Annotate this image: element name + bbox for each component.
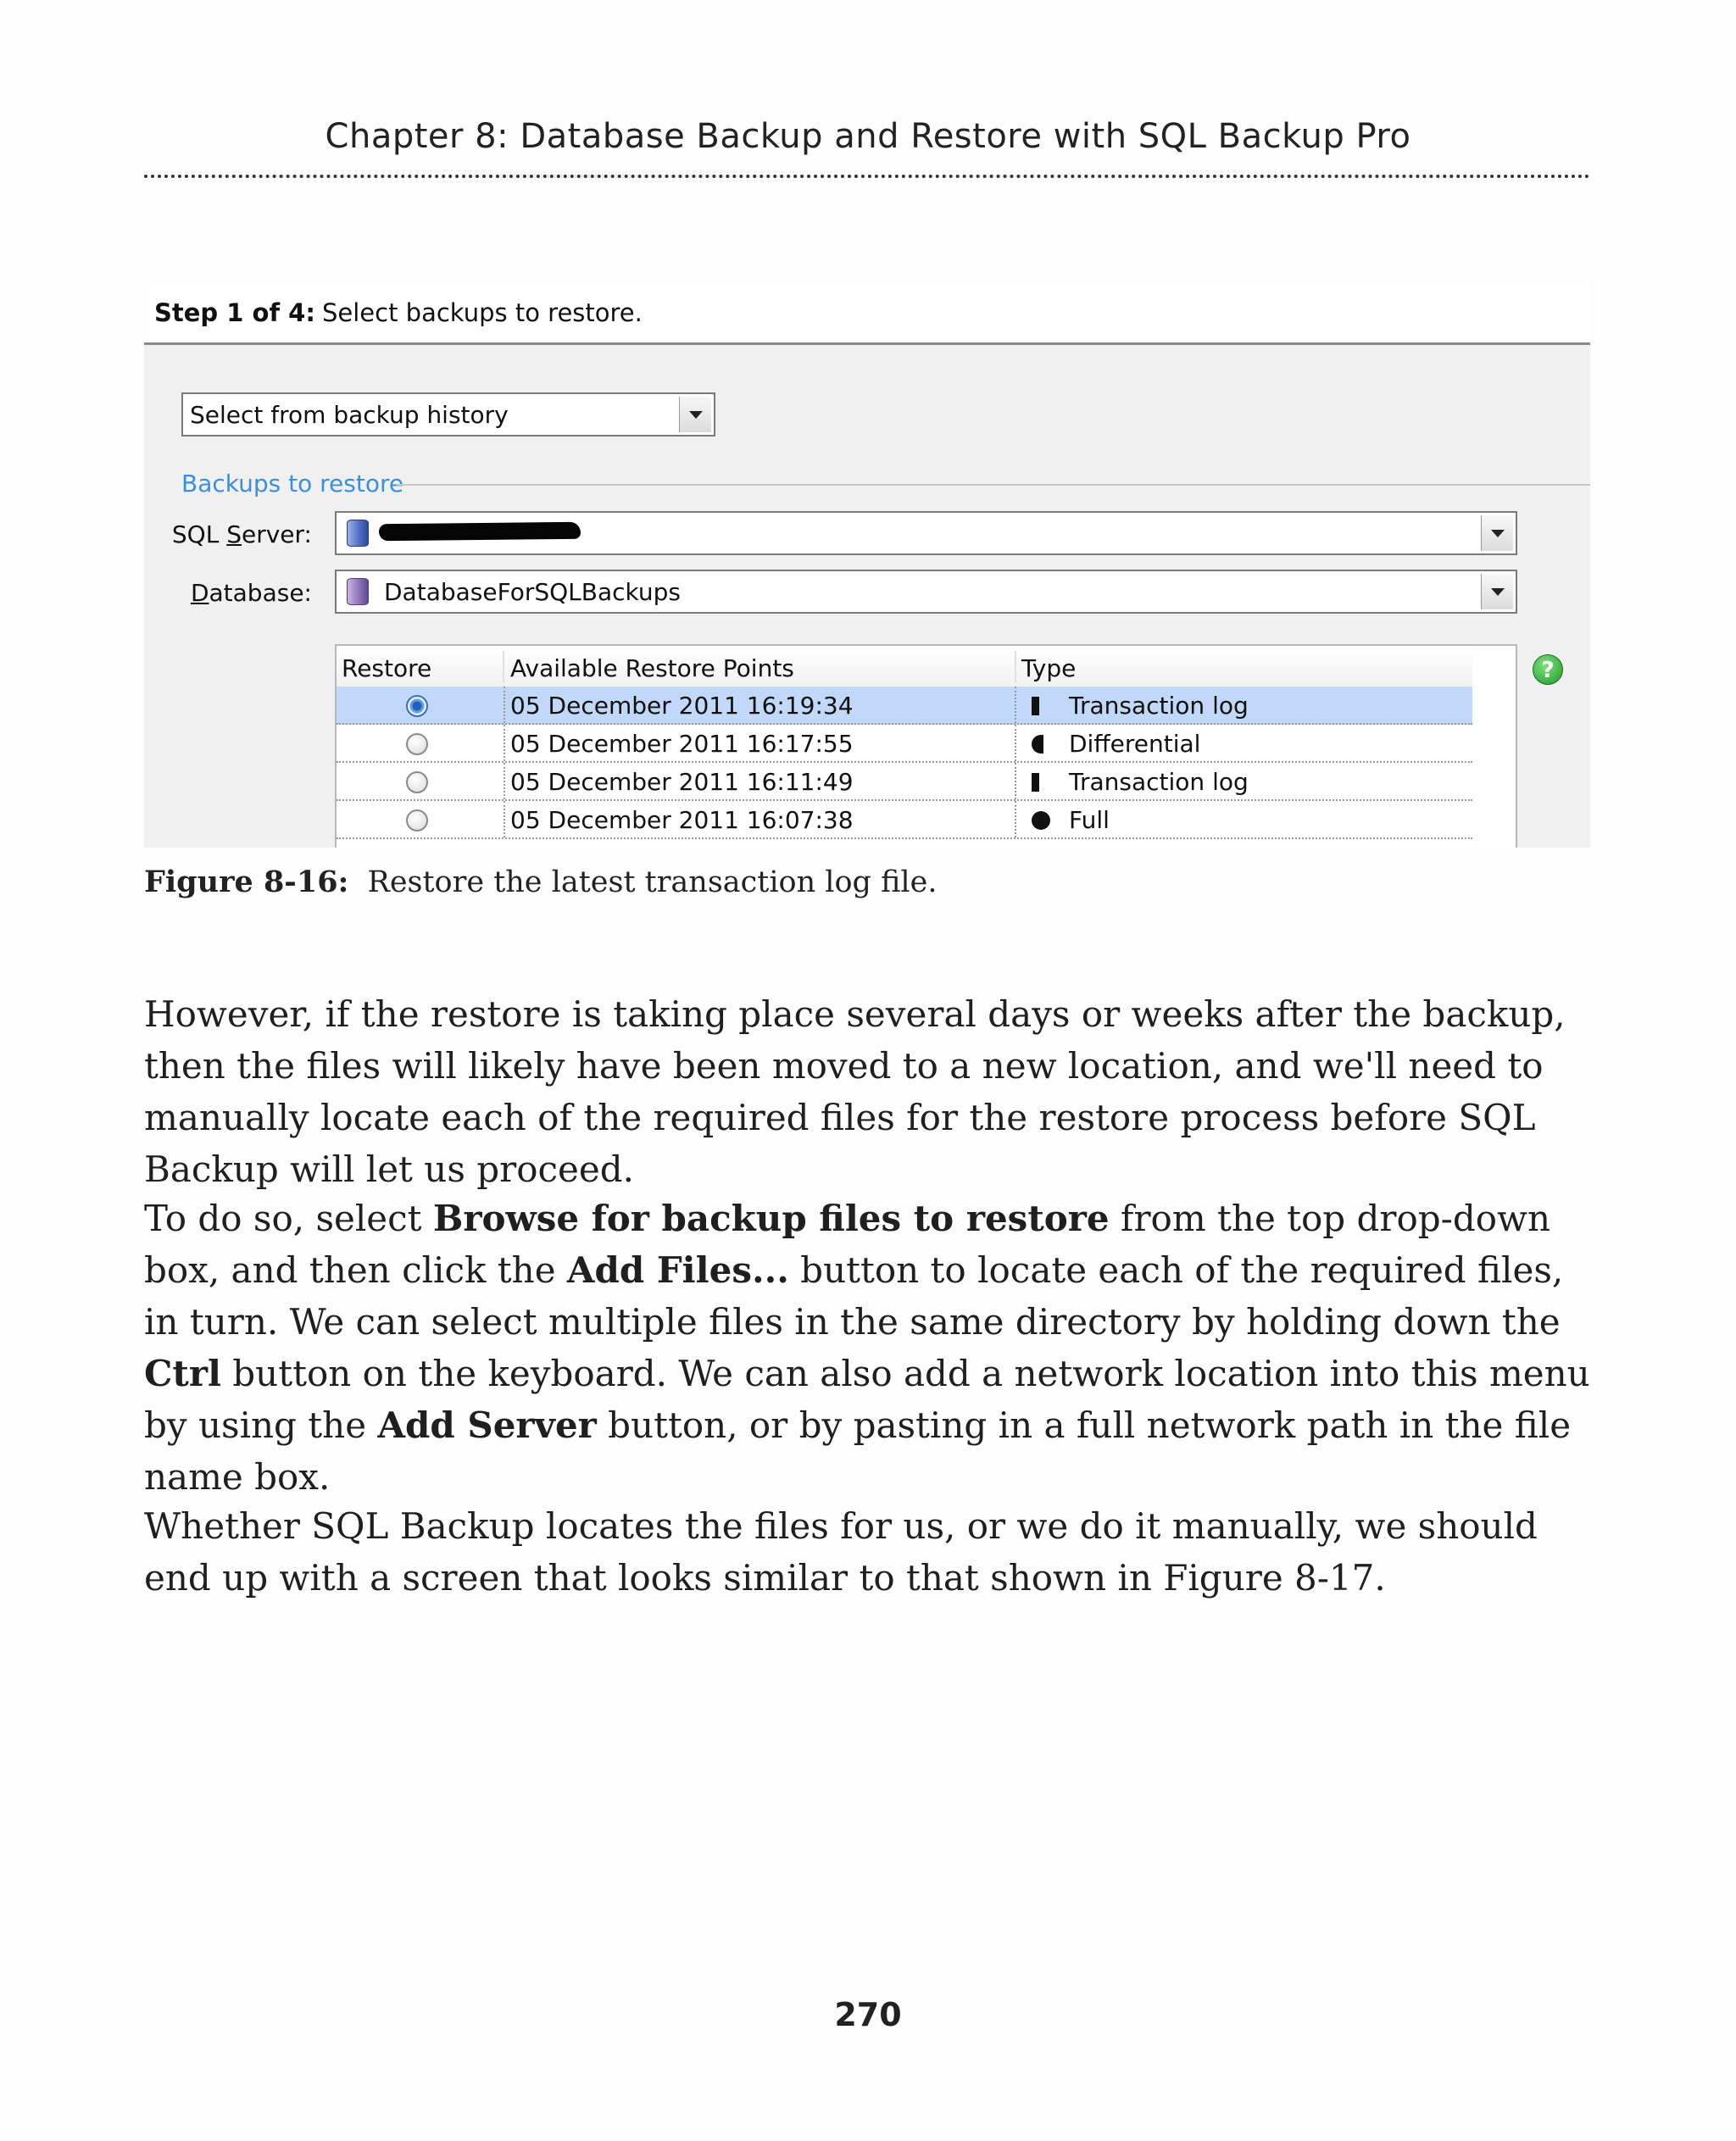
table-row[interactable] [337, 725, 1472, 763]
ui-term-ctrl: Ctrl [144, 1353, 221, 1394]
chevron-down-icon [689, 411, 703, 419]
restore-point-cell: 05 December 2011 16:19:34 [510, 692, 854, 720]
differential-icon [1032, 735, 1043, 754]
sql-server-dropdown-button[interactable] [1481, 515, 1513, 551]
restore-point-cell: 05 December 2011 16:07:38 [510, 806, 854, 834]
chapter-header: Chapter 8: Database Backup and Restore with SQL Backup Pro [325, 117, 1411, 156]
body-paragraph-3: Whether SQL Backup locates the files for us, or we do it manually, we should end up with a screen that looks similar to that shown in Figure 8-17. [144, 1505, 1538, 1599]
figure-caption-text: Restore the latest transaction log file. [367, 865, 938, 899]
table-row[interactable] [337, 801, 1472, 839]
header-separator [503, 651, 504, 683]
type-label: Transaction log [1069, 768, 1249, 796]
column-header-restore-points[interactable]: Available Restore Points [510, 654, 794, 682]
restore-wizard-screenshot [144, 280, 1590, 848]
column-header-type[interactable]: Type [1021, 654, 1077, 682]
transaction-log-icon [1032, 773, 1039, 792]
redacted-server-name [379, 522, 581, 541]
body-paragraph-2: To do so, select Browse for backup files to restore from the top drop-down box, and then click the Add Files... button to locate each of the required files, in turn. We can select multiple files in the same directory by holding down the Ctrl button on the keyboard. We can also add a network location into this menu by using the Add Server button, or by pasting in a full network path in the file name box. [144, 1198, 1590, 1498]
column-divider [504, 687, 505, 723]
chevron-down-icon [1491, 530, 1505, 537]
restore-radio[interactable] [406, 695, 428, 717]
column-divider [1015, 801, 1016, 837]
type-cell [1021, 725, 1462, 763]
database-icon [347, 578, 369, 605]
type-label: Full [1069, 806, 1110, 834]
restore-radio[interactable] [406, 771, 428, 793]
transaction-log-icon [1032, 697, 1039, 715]
restore-point-cell: 05 December 2011 16:17:55 [510, 730, 854, 758]
wizard-panel [144, 345, 1590, 848]
table-row[interactable] [337, 763, 1472, 801]
grid-header [337, 646, 1472, 687]
type-cell [1021, 687, 1462, 725]
full-backup-icon [1032, 811, 1050, 830]
ui-term-add-server: Add Server [377, 1404, 597, 1446]
sql-server-icon [347, 520, 369, 547]
figure-caption-label: Figure 8-16: [144, 865, 349, 899]
backup-source-dropdown[interactable] [181, 392, 715, 437]
sql-server-dropdown[interactable] [335, 511, 1517, 555]
body-paragraph-1: However, if the restore is taking place several days or weeks after the backup, then the files will likely have been moved to a new location, and we'll need to manually locate each of the required files for the restore process before SQL Backup will let us proceed. [144, 993, 1566, 1190]
column-header-restore[interactable]: Restore [342, 654, 432, 682]
column-divider [504, 725, 505, 761]
header-rule [144, 175, 1590, 178]
column-divider [1015, 687, 1016, 723]
database-label: Database: [190, 579, 312, 607]
restore-points-grid [335, 644, 1517, 848]
database-value: DatabaseForSQLBackups [384, 578, 681, 606]
help-icon[interactable]: ? [1533, 654, 1563, 685]
database-dropdown-button[interactable] [1481, 574, 1513, 609]
sql-server-label: SQL Server: [171, 520, 312, 548]
restore-radio[interactable] [406, 809, 428, 831]
type-label: Transaction log [1069, 692, 1249, 720]
column-divider [504, 763, 505, 799]
header-separator [1015, 651, 1016, 683]
column-divider [1015, 725, 1016, 761]
page-number: 270 [834, 1996, 902, 2033]
backup-source-value: Select from backup history [190, 401, 509, 429]
ui-term-browse-option: Browse for backup files to restore [432, 1198, 1110, 1239]
step-description: Select backups to restore. [322, 298, 643, 327]
database-dropdown[interactable] [335, 570, 1517, 614]
backup-source-dropdown-button[interactable] [679, 397, 711, 432]
column-divider [1015, 763, 1016, 799]
group-divider [397, 484, 1590, 486]
step-bar [144, 280, 1590, 344]
backups-to-restore-group-label: Backups to restore [181, 470, 404, 498]
restore-radio[interactable] [406, 733, 428, 755]
type-cell [1021, 763, 1462, 801]
ui-term-add-files: Add Files... [566, 1249, 789, 1291]
type-cell [1021, 801, 1462, 839]
type-label: Differential [1069, 730, 1201, 758]
restore-point-cell: 05 December 2011 16:11:49 [510, 768, 854, 796]
column-divider [504, 801, 505, 837]
chevron-down-icon [1491, 588, 1505, 596]
figure-caption [144, 865, 937, 899]
step-number: Step 1 of 4: [154, 298, 315, 327]
table-row[interactable] [337, 687, 1472, 725]
